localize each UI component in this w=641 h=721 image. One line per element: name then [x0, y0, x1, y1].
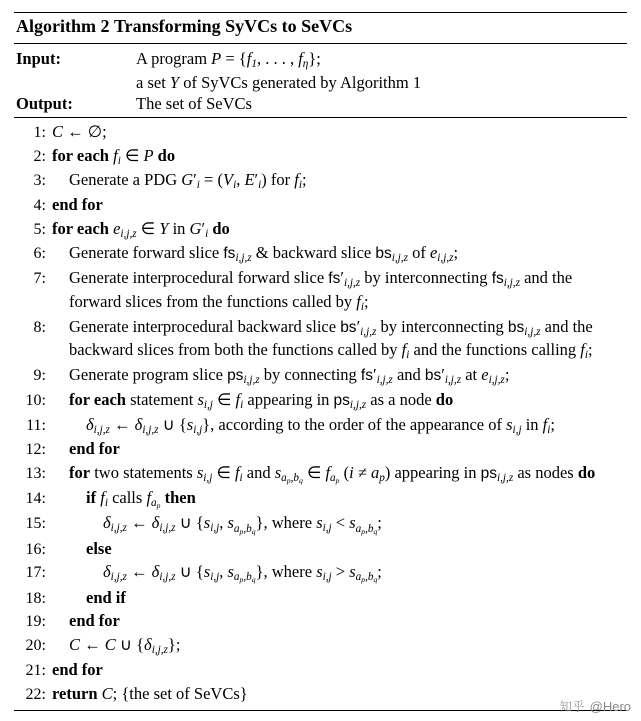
line-body: $\delta_{i,j,z}$ ← $\delta_{i,j,z}$ ∪ $\{s_{i,j}\}$, according to the order of the appearance of $s_{i,j}$ in $f_i$;: [86, 414, 555, 436]
line-number: 6:: [33, 245, 46, 263]
line-number: 12:: [25, 441, 46, 459]
algorithm-title-row: [14, 13, 627, 43]
line-body: for each $e_{i,j,z}$ ∈ Y in $G'_i$ do: [52, 218, 230, 240]
line-number: 22:: [25, 685, 46, 703]
output-label: Output:: [16, 93, 73, 113]
line-number: 7:: [33, 270, 46, 288]
line-body: end for: [52, 194, 103, 214]
line-number: 2:: [33, 147, 46, 165]
algorithm-line: [16, 512, 625, 536]
input-row: [16, 48, 625, 72]
line-number: 5:: [33, 220, 46, 238]
line-body: else: [86, 538, 112, 558]
line-body: end if: [86, 587, 126, 607]
algorithm-line: [16, 683, 625, 706]
algorithm-line: [16, 587, 625, 610]
algorithm-line: [16, 316, 625, 363]
line-body: Generate interprocedural forward slice $fs'_{i,j,z}$ by interconnecting $fs_{i,j,z}$ and the forward slices from the functions called by $f_i$;: [69, 268, 573, 314]
line-body: C ← ∅;: [52, 121, 107, 141]
watermark: [560, 697, 631, 715]
algorithm-line: [16, 462, 625, 486]
algorithm-bottom-rule: [14, 710, 627, 711]
line-body: for two statements $s_{i,j}$ ∈ $f_i$ and $s_{a_p,b_q}$ ∈ $f_{a_p}$ $(i \ne a_p)$ appearing in $ps_{i,j,z}$ as nodes do: [69, 463, 596, 486]
algorithm-line: [16, 121, 625, 144]
algorithm-line: [16, 414, 625, 438]
line-number: 11:: [26, 416, 46, 434]
line-number: 8:: [33, 318, 46, 336]
algorithm-title: Transforming SyVCs to SeVCs: [114, 16, 353, 36]
input-label: Input:: [16, 49, 61, 68]
algorithm-line: [16, 267, 625, 314]
input-value-line2: a set Y of SyVCs generated by Algorithm 1: [136, 72, 422, 92]
algorithm-line: [16, 242, 625, 266]
algorithm-line: [16, 561, 625, 585]
algorithm-steps: [14, 118, 627, 711]
line-number: 4:: [33, 196, 46, 214]
line-body: end for: [52, 659, 103, 679]
line-body: C ← C ∪ $\{\delta_{i,j,z}\}$;: [69, 635, 181, 657]
algorithm-label: Algorithm 2: [16, 16, 110, 36]
input-value-line1: A program $P = \{f_1$, . . . , $f_\eta$};: [136, 49, 321, 71]
algorithm-line: [16, 659, 625, 682]
line-number: 16:: [25, 540, 46, 558]
line-body: Generate forward slice $fs_{i,j,z}$ & backward slice $bs_{i,j,z}$ of $e_{i,j,z}$;: [69, 243, 459, 265]
line-number: 17:: [25, 564, 46, 582]
line-body: for each statement $s_{i,j}$ ∈ $f_i$ appearing in $ps_{i,j,z}$ as a node do: [69, 389, 454, 411]
line-body: $\delta_{i,j,z}$ ← $\delta_{i,j,z}$ ∪ {$s_{i,j}$, $s_{a_p,b_q}$}, where $s_{i,j} < s_{a_p,b_q}$;: [103, 513, 382, 536]
algorithm-line: [16, 364, 625, 388]
line-body: end for: [69, 611, 120, 631]
line-body: end for: [69, 439, 120, 459]
algorithm-block: [14, 12, 627, 711]
line-body: if $f_i$ calls $f_{a_p}$ then: [86, 488, 196, 511]
algorithm-line: [16, 610, 625, 633]
line-body: Generate program slice $ps_{i,j,z}$ by connecting $fs'_{i,j,z}$ and $bs'_{i,j,z}$ at $e_{i,j,z}$;: [69, 365, 510, 387]
algorithm-line: [16, 194, 625, 217]
algorithm-line: [16, 487, 625, 511]
line-number: 3:: [33, 172, 46, 190]
line-body: $\delta_{i,j,z}$ ← $\delta_{i,j,z}$ ∪ {$s_{i,j}$, $s_{a_p,b_q}$}, where $s_{i,j} > s_{a_p,b_q}$;: [103, 562, 382, 585]
watermark-text: @Hero: [589, 698, 631, 714]
algorithm-line: [16, 218, 625, 242]
line-number: 1:: [33, 123, 46, 141]
algorithm-line: [16, 634, 625, 658]
line-number: 9:: [33, 367, 46, 385]
line-body: for each $f_i$ ∈ P do: [52, 145, 176, 167]
line-number: 15:: [25, 515, 46, 533]
line-body: return C; {the set of SeVCs}: [52, 683, 248, 703]
algorithm-line: [16, 169, 625, 193]
line-number: 20:: [25, 637, 46, 655]
line-number: 14:: [25, 490, 46, 508]
algorithm-line: [16, 438, 625, 461]
line-body: Generate interprocedural backward slice $bs'_{i,j,z}$ by interconnecting $bs_{i,j,z}$ and the backward slices from both the functions called by $f_i$ and the functions calling $f_i$;: [69, 316, 593, 362]
line-number: 19:: [25, 613, 46, 631]
algorithm-line: [16, 389, 625, 413]
line-number: 18:: [25, 589, 46, 607]
algorithm-io-block: [14, 44, 627, 117]
algorithm-line: [16, 538, 625, 561]
line-number: 21:: [25, 661, 46, 679]
output-row: [16, 93, 625, 114]
line-body: Generate a PDG $G'_i = (V_i$, $E'_i$) for $f_i$;: [69, 170, 307, 192]
line-number: 10:: [25, 391, 46, 409]
line-number: 13:: [25, 465, 46, 483]
output-value: The set of SeVCs: [136, 93, 252, 113]
algorithm-line: [16, 145, 625, 169]
zhihu-logo-icon: 知乎: [559, 700, 585, 714]
